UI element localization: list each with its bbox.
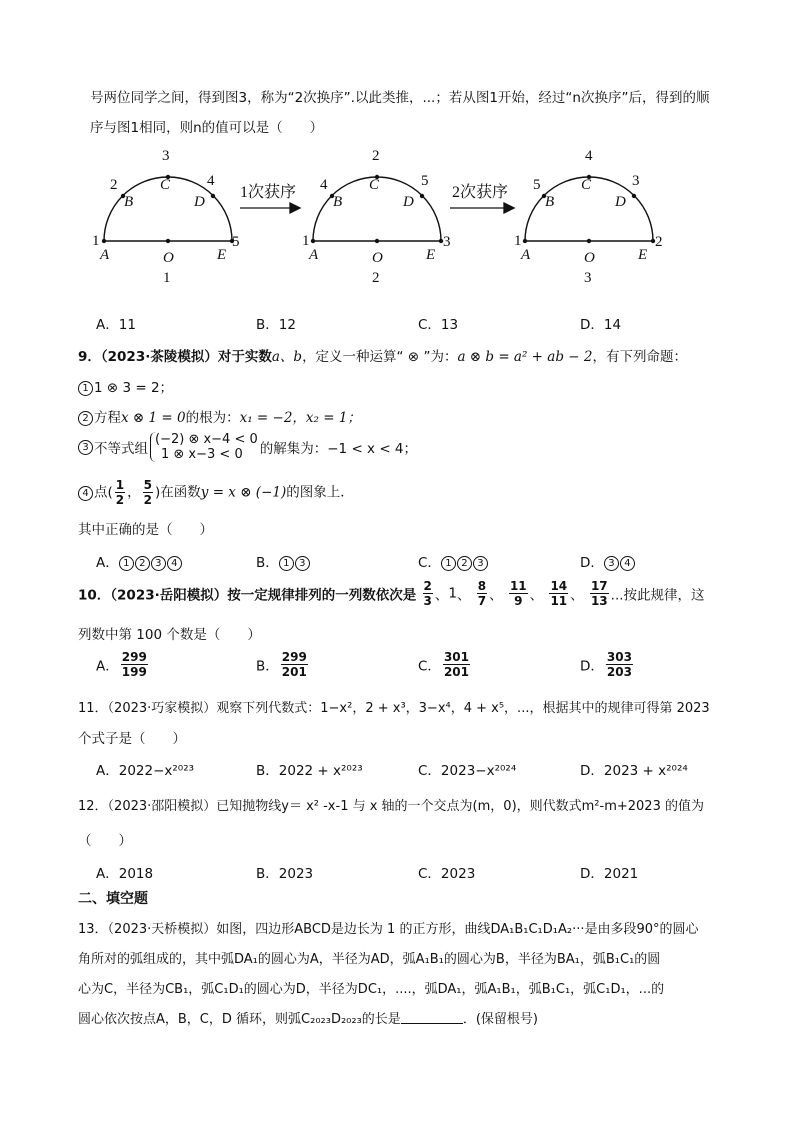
q13-line3: 心为C，半径为CB₁，弧C₁D₁的圆心为D，半径为DC₁，....，弧DA₁，弧A₁B₁，弧B₁C₁，弧C₁D₁，...的 <box>78 982 665 997</box>
section-title-fill-in: 二、填空题 <box>78 891 148 907</box>
fig1-point-E: E <box>217 247 227 263</box>
q9-option-c[interactable]: C． 1 2 3 <box>418 551 489 571</box>
q11-option-b[interactable]: B．2022 + x²⁰²³ <box>256 763 363 779</box>
q9-statement-1 <box>78 376 794 396</box>
q9-statement-2: 2 方程x ⊗ 1 = 0的根为：x₁ = −2，x₂ = 1； <box>78 406 794 426</box>
fig1-point-D: D <box>194 194 205 210</box>
q8-option-b[interactable]: B．12 <box>256 317 296 333</box>
q9-option-a[interactable]: A． 1 2 3 4 <box>96 551 183 571</box>
q10-option-c[interactable]: C． $\frac{301}{201}$ <box>418 650 469 679</box>
q9-head: 9．（2023·茶陵模拟）对于实数 <box>78 349 272 365</box>
fig2-point-A: A <box>309 247 319 263</box>
q8-option-a[interactable]: A．11 <box>96 317 136 333</box>
answer-blank[interactable] <box>401 1011 463 1024</box>
q11-line2: 个式子是（ ） <box>78 731 186 747</box>
q10-line2: 列数中第 100 个数是（ ） <box>78 627 261 643</box>
fig1-point-C: C <box>160 177 171 193</box>
q11-option-c[interactable]: C．2023−x²⁰²⁴ <box>418 763 517 779</box>
fig2-num-4: 5 <box>421 173 429 189</box>
fig1-point-A: A <box>100 247 110 263</box>
q9-stem <box>78 345 794 365</box>
fig2-point-E: E <box>426 247 436 263</box>
fig3-num-4: 3 <box>632 173 640 189</box>
q11-option-a[interactable]: A．2022−x²⁰²³ <box>96 763 195 779</box>
q12-option-d[interactable]: D．2021 <box>580 866 639 882</box>
q10-stem: 10．（2023·岳阳模拟）按一定规律排列的一列数依次是 $\frac{2}{3}$ 、1、 $\frac{8}{7}$ 、 $\frac{11}{9}$ 、 $\frac{14}{11}$ 、 $\frac{17}{13}$ ...按此规律，这 <box>78 579 705 608</box>
q9-option-b[interactable]: B． 1 3 <box>256 551 311 571</box>
q8-text-line2: 序与图1相同，则n的值可以是（ ） <box>90 120 324 136</box>
fig1-num-2: 2 <box>110 177 118 193</box>
inequality-system: (−2) ⊗ x−4 < 0 1 ⊗ x−3 < 0 <box>150 432 258 462</box>
fig3-point-O: O <box>584 250 595 266</box>
fig1-point-B: B <box>124 194 134 210</box>
circle-2: 2 <box>78 411 93 426</box>
fig-caption-2: 2 <box>372 270 380 285</box>
q9-formula: a ⊗ b = a² + ab − 2 <box>457 349 593 365</box>
fig2-point-C: C <box>369 177 380 193</box>
fig3-num-3: 4 <box>585 148 593 164</box>
fig-caption-3: 3 <box>584 270 592 285</box>
fig3-point-B: B <box>545 194 555 210</box>
fig1-num-1: 1 <box>92 233 100 249</box>
q12-line1: 12．（2023·邵阳模拟）已知抛物线y＝ x² -x-1 与 x 轴的一个交点为(m，0)，则代数式m²-m+2023 的值为 <box>78 799 704 814</box>
q9-ask: 其中正确的是（ ） <box>78 522 213 538</box>
q12-option-b[interactable]: B．2023 <box>256 866 314 882</box>
fig2-num-3: 2 <box>372 148 380 164</box>
q10-option-b[interactable]: B． $\frac{299}{201}$ <box>256 650 307 679</box>
fig-caption-1: 1 <box>163 270 171 285</box>
q12-line2: （ ） <box>78 833 132 849</box>
q8-text-line1: 号两位同学之间，得到图3，称为“2次换序”.以此类推，...；若从图1开始，经过“n次换序”后，得到的顺 <box>90 90 710 106</box>
q13-line2: 角所对的弧组成的，其中弧DA₁的圆心为A，半径为AD，弧A₁B₁的圆心为B，半径为BA₁，弧B₁C₁的圆 <box>78 952 661 967</box>
q8-option-d[interactable]: D．14 <box>580 317 622 333</box>
circle-1: 1 <box>78 381 93 396</box>
fig3-point-C: C <box>581 177 592 193</box>
q12-option-a[interactable]: A．2018 <box>96 866 154 882</box>
q13-line4: 圆心依次按点A，B，C，D 循环，则弧C₂₀₂₃D₂₀₂₃的长是 ．(保留根号) <box>78 1012 538 1027</box>
fig2-num-5: 3 <box>443 234 451 250</box>
fig3-point-A: A <box>521 247 531 263</box>
fig3-num-2: 5 <box>533 177 541 193</box>
q9-mid: ，定义一种运算“ ⊗ ”为： <box>302 349 458 365</box>
fig3-point-D: D <box>615 194 626 210</box>
fig1-num-5: 5 <box>232 234 240 250</box>
q9-statement-3: 3 不等式组 (−2) ⊗ x−4 < 0 1 ⊗ x−3 < 0 的解集为：−1 < x < 4； <box>78 432 794 462</box>
q12-option-c[interactable]: C．2023 <box>418 866 476 882</box>
circle-4: 4 <box>78 486 93 501</box>
q9-s1-text: 1 ⊗ 3 = 2； <box>94 380 174 396</box>
q11-option-d[interactable]: D．2023 + x²⁰²⁴ <box>580 763 688 779</box>
fig1-num-4: 4 <box>207 173 215 189</box>
q9-statement-4: 4 点( $\frac{1}{2}$ ， $\frac{5}{2}$ )在函数y = x ⊗ (−1)的图象上． <box>78 478 794 507</box>
q13-line1: 13．（2023·天桥模拟）如图，四边形ABCD是边长为 1 的正方形，曲线DA₁B₁C₁D₁A₂···是由多段90°的圆心 <box>78 922 699 937</box>
fig2-point-O: O <box>372 250 383 266</box>
arrow-label-2: 2次获序 <box>452 184 509 201</box>
q8-option-c[interactable]: C．13 <box>418 317 459 333</box>
fig2-num-1: 1 <box>302 233 310 249</box>
q8-figure <box>0 145 794 285</box>
fig3-num-5: 2 <box>655 234 663 250</box>
fig3-point-E: E <box>638 247 648 263</box>
fig1-point-O: O <box>163 250 174 266</box>
fig2-num-2: 4 <box>320 177 328 193</box>
q10-option-a[interactable]: A． $\frac{299}{199}$ <box>96 650 147 679</box>
q9-ab: a、b <box>271 349 303 365</box>
q9-tail: ，有下列命题： <box>592 349 687 365</box>
q11-line1: 11．（2023·巧家模拟）观察下列代数式：1−x²，2 + x³，3−x⁴，4 + x⁵，...，根据其中的规律可得第 2023 <box>78 701 710 716</box>
fig1-num-3: 3 <box>162 148 170 164</box>
q9-option-d[interactable]: D． 3 4 <box>580 551 636 571</box>
q10-option-d[interactable]: D． $\frac{303}{203}$ <box>580 650 632 679</box>
circle-3: 3 <box>78 440 93 455</box>
arrow-label-1: 1次获序 <box>240 184 297 201</box>
fig2-point-B: B <box>333 194 343 210</box>
fig3-num-1: 1 <box>514 233 522 249</box>
fig2-point-D: D <box>403 194 414 210</box>
